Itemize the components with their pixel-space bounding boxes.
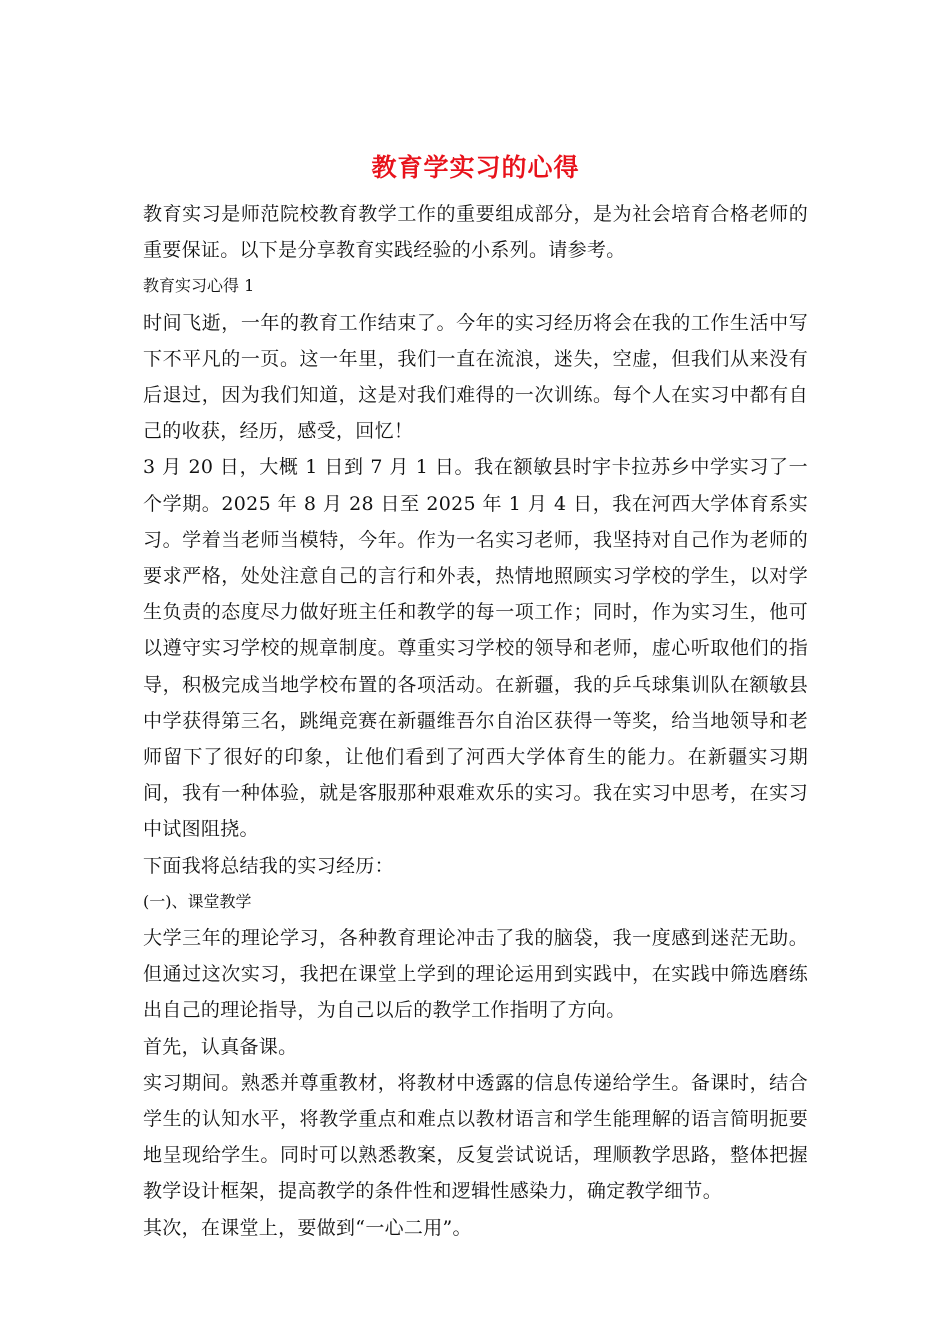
body-paragraph: 实习期间。熟悉并尊重教材，将教材中透露的信息传递给学生。备课时，结合学生的认知水平，将教学重点和难点以教材语言和学生能理解的语言简明扼要地呈现给学生。同时可以熟悉教案，反复尝试说话，理顺教学思路，整体把握教学设计框架，提高教学的条件性和逻辑性感染力，确定教学细节。: [143, 1071, 808, 1203]
body-paragraph: 其次，在课堂上，要做到“一心二用”。: [143, 1216, 472, 1239]
body-paragraph: 时间飞逝，一年的教育工作结束了。今年的实习经历将会在我的工作生活中写下不平凡的一页。这一年里，我们一直在流浪，迷失，空虚，但我们从来没有后退过，因为我们知道，这是对我们难得的一次训练。每个人在实习中都有自己的收获，经历，感受，回忆！: [143, 311, 808, 443]
document-page: [143, 146, 808, 1246]
document-title: 教育学实习的心得: [371, 153, 580, 182]
section-heading-1: 教育实习心得 1: [143, 276, 255, 296]
section-heading-classroom: (一)、课堂教学: [143, 891, 252, 911]
intro-paragraph: 教育实习是师范院校教育教学工作的重要组成部分，是为社会培育合格老师的重要保证。以下是分享教育实践经验的小系列。请参考。: [143, 203, 808, 262]
body-paragraph: 首先，认真备课。: [143, 1035, 298, 1058]
body-paragraph: 下面我将总结我的实习经历：: [143, 854, 394, 877]
body-paragraph: 大学三年的理论学习，各种教育理论冲击了我的脑袋，我一度感到迷茫无助。但通过这次实习，我把在课堂上学到的理论运用到实践中，在实践中筛选磨练出自己的理论指导，为自己以后的教学工作指明了方向。: [143, 927, 808, 1022]
body-paragraph: 3 月 20 日，大概 1 日到 7 月 1 日。我在额敏县时宇卡拉苏乡中学实习了一个学期。2025 年 8 月 28 日至 2025 年 1 月 4 日，我在河西大学体育系实习。学着当老师当模特，今年。作为一名实习老师，我坚持对自己作为老师的要求严格，处处注意自己的言行和外表，热情地照顾实习学校的学生，以对学生负责的态度尽力做好班主任和教学的每一项工作；同时，作为实习生，他可以遵守实习学校的规章制度。尊重实习学校的领导和老师，虚心听取他们的指导，积极完成当地学校布置的各项活动。在新疆，我的乒乓球集训队在额敏县中学获得第三名，跳绳竞赛在新疆维吾尔自治区获得一等奖，给当地领导和老师留下了很好的印象，让他们看到了河西大学体育生的能力。在新疆实习期间，我有一种体验，就是客服那种艰难欢乐的实习。我在实习中思考，在实习中试图阻挠。: [143, 456, 808, 841]
